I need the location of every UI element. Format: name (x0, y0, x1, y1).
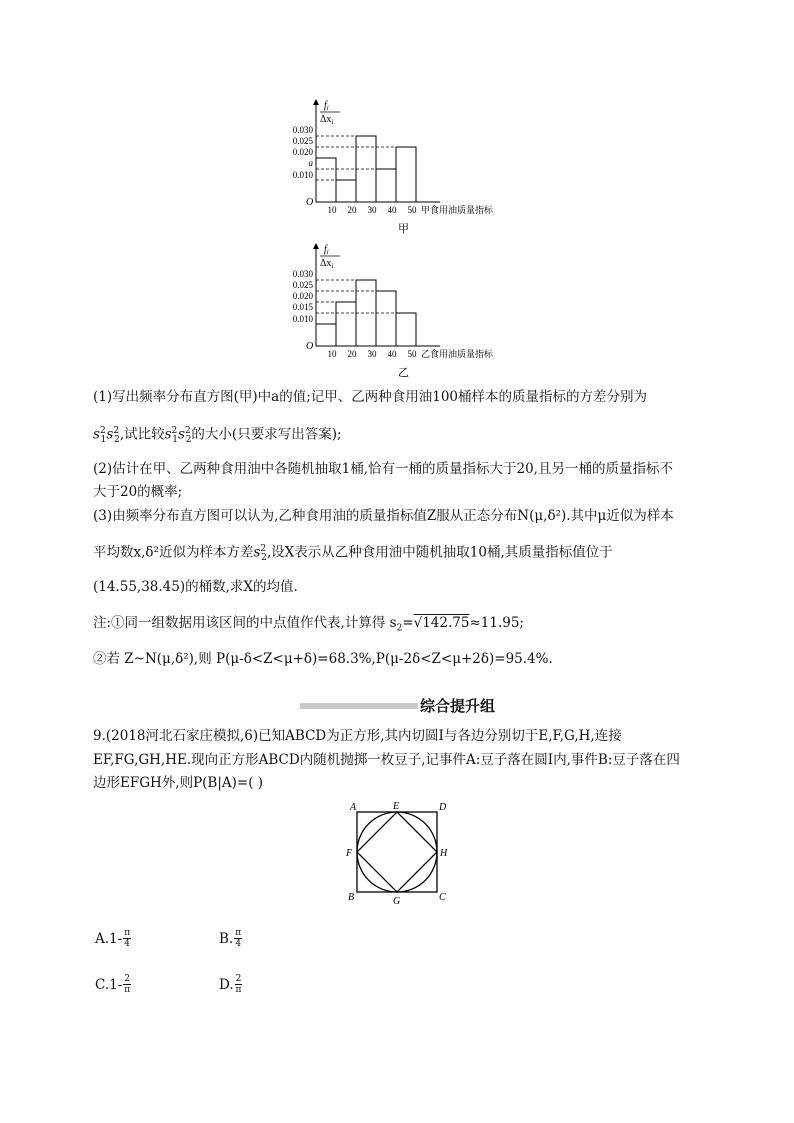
ytick: 0.030 (292, 269, 313, 279)
histogram-bar (396, 147, 416, 202)
chart-caption: 甲 (398, 223, 409, 235)
q1-line1: (1)写出频率分布直方图(甲)中a的值;记甲、乙两种食用油100桶样本的质量指标的方差分别为 (93, 389, 648, 405)
svg-text:H: H (440, 848, 448, 859)
xtick: 30 (367, 205, 377, 215)
histogram-bar (336, 302, 356, 346)
ytick: 0.010 (292, 314, 313, 324)
option-b[interactable]: B. $\frac{\pi}{4}$ (219, 928, 242, 949)
x-axis-label: 乙食用油质量指标 (421, 349, 494, 359)
xtick: 20 (347, 205, 357, 215)
note1: 注:①同一组数据用该区间的中点值作代表,计算得 $s_2=√142.75\approx 11.95$; (93, 615, 524, 634)
q2-line1: (2)估计在甲、乙两种食用油中各随机抽取1桶,恰有一桶的质量指标大于20,且另一桶的质量指标不 (93, 461, 673, 477)
xtick: 30 (367, 349, 377, 359)
y-label-den: $\Delta x_i$ (320, 258, 334, 270)
ytick: 0.010 (292, 170, 313, 180)
svg-text:D: D (439, 802, 447, 813)
ytick: 0.025 (292, 280, 313, 290)
ytick: 0.020 (292, 291, 313, 301)
x-axis-label: 甲食用油质量指标 (421, 205, 494, 215)
ytick-a: a (308, 158, 313, 168)
svg-text:C: C (439, 892, 446, 903)
p9-line3: 边形EFGH外,则P(B|A)=( ) (93, 775, 264, 791)
histogram-bar (316, 324, 336, 346)
q1-line2: $s^2_1s^2_2$,试比较$s^2_1s^2_2$的大小(只要求写出答案); (93, 426, 342, 446)
histogram-bar (376, 169, 396, 202)
xtick: 10 (327, 349, 337, 359)
ytick: 0.025 (292, 136, 313, 146)
q3-line2: 平均数x,δ²近似为样本方差$s^2_2$,设X表示从乙种食用油中随机抽取10桶,其质量指标值位于 (93, 544, 613, 564)
xtick: 10 (327, 205, 337, 215)
xtick: 50 (407, 205, 417, 215)
chart-caption: 乙 (398, 367, 409, 379)
q3-line1: (3)由频率分布直方图可以认为,乙种食用油的质量指标值Z服从正态分布N(μ,δ²).其中μ近似为样本 (93, 508, 674, 524)
ytick: 0.015 (292, 302, 313, 312)
ytick: 0.020 (292, 147, 313, 157)
xtick: 40 (387, 205, 397, 215)
q3-line3: (14.55,38.45)的桶数,求X的均值. (93, 579, 298, 595)
p9-line1: 9.(2018河北石家庄模拟,6)已知ABCD为正方形,其内切圆I与各边分别切于E,F,G,H,连接 (93, 728, 622, 744)
ytick: 0.030 (292, 125, 313, 135)
histogram-yi (280, 240, 520, 380)
svg-text:A: A (350, 802, 357, 813)
square-circle-figure (340, 798, 450, 908)
p9-line2: EF,FG,GH,HE.现向正方形ABCD内随机抛掷一枚豆子,记事件A:豆子落在圆I内,事件B:豆子落在四 (93, 752, 680, 768)
svg-text:F: F (346, 848, 353, 859)
y-label-num: $f_i$ (324, 100, 329, 112)
histogram-bar (376, 291, 396, 346)
section-bar (300, 703, 418, 709)
xtick: 50 (407, 349, 417, 359)
option-d[interactable]: D. $\frac{2}{\pi}$ (219, 974, 242, 995)
section-title: 综合提升组 (420, 697, 496, 715)
svg-text:B: B (348, 892, 355, 903)
xtick: 40 (387, 349, 397, 359)
origin: O (306, 197, 314, 208)
svg-text:E: E (393, 801, 400, 812)
histogram-bar (396, 313, 416, 346)
histogram-bar (336, 180, 356, 202)
origin: O (306, 341, 314, 352)
q2-line2: 大于20的概率; (93, 484, 183, 500)
xtick: 20 (347, 349, 357, 359)
option-a[interactable]: A.1- $\frac{\pi}{4}$ (95, 928, 131, 949)
svg-text:G: G (393, 896, 401, 907)
option-c[interactable]: C.1- $\frac{2}{\pi}$ (95, 974, 131, 995)
y-label-den: $\Delta x_i$ (320, 114, 334, 126)
note2: ②若 Z~N(μ,δ²),则 P(μ-δ<Z<μ+δ)=68.3%,P(μ-2δ<Z<μ+2δ)=95.4%. (93, 651, 553, 667)
histogram-jia (280, 96, 520, 236)
y-label-num: $f_i$ (324, 244, 329, 256)
